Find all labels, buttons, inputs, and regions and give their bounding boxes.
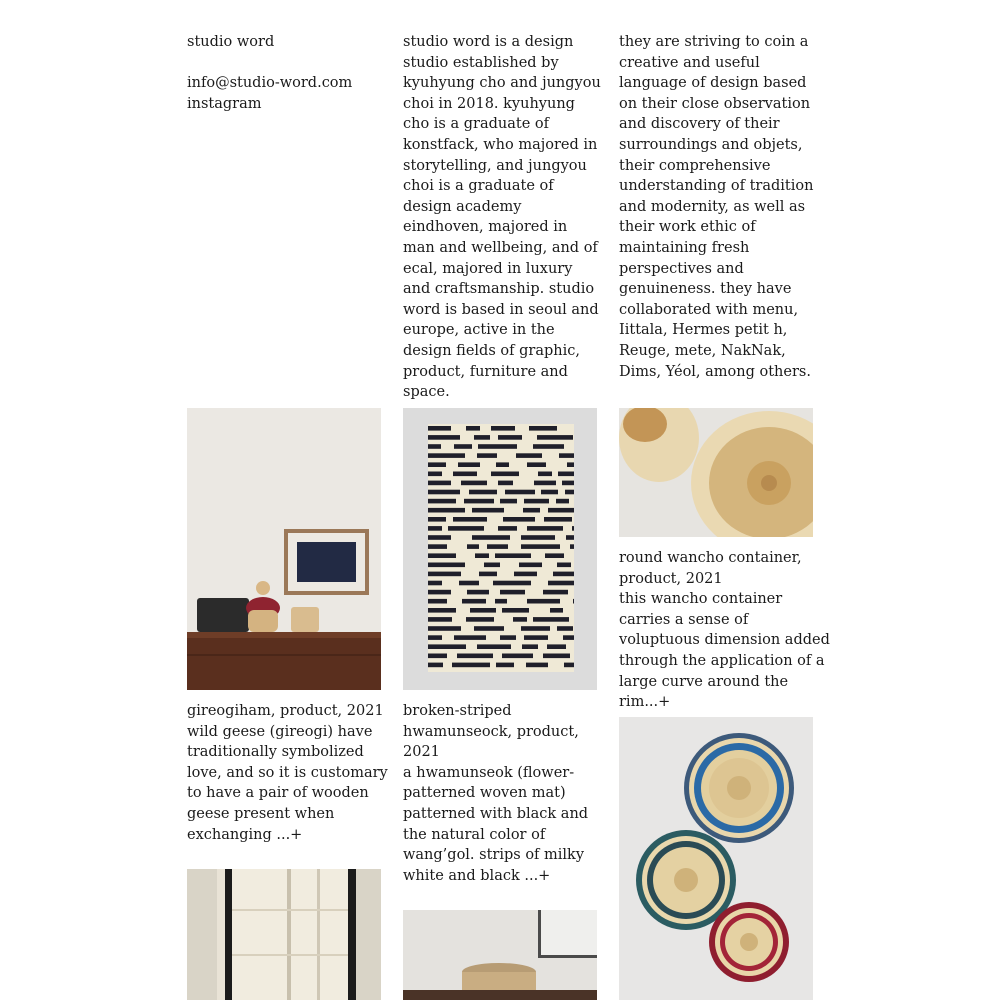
about-column: [403, 32, 603, 403]
project-caption-wancho: [619, 548, 831, 713]
project-caption-gireogiham: [187, 701, 399, 845]
basket-photo: [403, 910, 597, 1000]
studio-name: studio word: [187, 34, 275, 50]
about-paragraph-1: studio word is a design studio established by kyuhyung cho and jungyou choi in 2018. kyuhyung cho is a graduate of konstfack, who majored in storytelling, and jungyou choi is a graduate of design academy eindhoven, majored in man and wellbeing, and of ecal, majored in luxury and craftsmanship. studio word is based in seoul and europe, active in the design fields of graphic, product, furniture and space.: [403, 34, 601, 401]
screen-photo: [187, 869, 381, 1000]
project-image-hwamunseock[interactable]: [403, 408, 597, 690]
email-link[interactable]: info@studio-word.com: [187, 75, 353, 92]
wancho-plates-photo: [619, 717, 813, 1000]
project-description[interactable]: this wancho container carries a sense of voluptuous dimension added through the application of a large curve around the rim...+: [619, 591, 830, 711]
about-paragraph-2: they are striving to coin a creative and useful language of design based on their close observation and discovery of their surroundings and objets, their comprehensive understanding of tradition and modernity, as well as their work ethic of maintaining fresh perspectives and genuineness. they have collaborated with menu, Iittala, Hermes petit h, Reuge, mete, NakNak, Dims, Yéol, among others.: [619, 34, 814, 380]
wancho-photo: [619, 408, 813, 537]
header-column: [187, 32, 387, 114]
gireogiham-photo: [187, 408, 381, 690]
project-image-wancho[interactable]: [619, 408, 813, 537]
project-caption-hwamunseock: [403, 701, 615, 886]
project-image-screen[interactable]: [187, 869, 381, 1000]
hwamunseock-photo: [403, 408, 597, 690]
project-description[interactable]: a hwamunseok (flower-patterned woven mat) patterned with black and the natural color of wang’gol. strips of milky white and black ...+: [403, 764, 589, 884]
project-image-wancho-plates[interactable]: [619, 717, 813, 1000]
project-title[interactable]: round wancho container, product, 2021: [619, 550, 802, 587]
project-title[interactable]: gireogiham, product, 2021: [187, 703, 384, 719]
project-title[interactable]: broken-striped hwamunseock, product, 2021: [403, 703, 579, 761]
instagram-link[interactable]: instagram: [187, 95, 262, 112]
project-image-gireogiham[interactable]: [187, 408, 381, 690]
about-column-2: [619, 32, 819, 382]
project-image-basket[interactable]: [403, 910, 597, 1000]
project-description[interactable]: wild geese (gireogi) have traditionally symbolized love, and so it is customary to have a pair of wooden geese present when exchanging ...+: [187, 723, 388, 843]
